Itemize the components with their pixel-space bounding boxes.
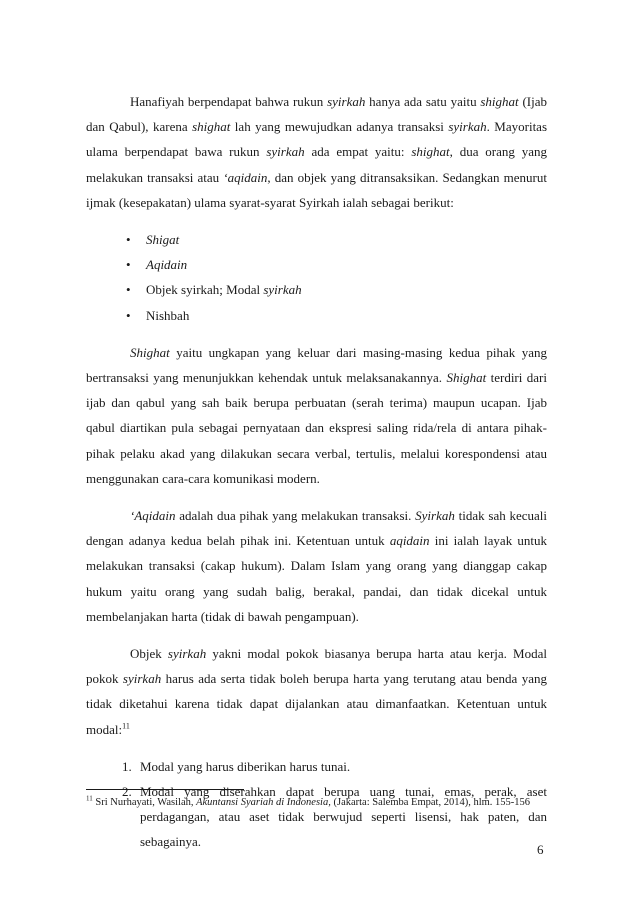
text-line: pihak pelaku akad yang dilakukan secara verbal, tertulis, melalui korespondensi atau bbox=[86, 445, 547, 461]
text-line: Modal yang diserahkan dapat berupa uang tunai, emas, perak, aset bbox=[140, 784, 547, 800]
text-line: ijmak (kesepakatan) ulama syarat-syarat Syirkah ialah sebagai berikut: bbox=[86, 194, 454, 210]
text-line: Shighat yaitu ungkapan yang keluar dari masing-masing kedua pihak yang bbox=[130, 344, 547, 360]
text-line: melakukan transaksi (cakap hukum). Dalam Islam yang orang yang dianggap cakap bbox=[86, 558, 547, 574]
text-line: tidak diketahui karena tidak dapat dijalankan atau dimanfaatkan. Ketentuan untuk bbox=[86, 696, 547, 712]
text-line: hukum yaitu orang yang sudah balig, berakal, pandai, dan tidak dicekal untuk bbox=[86, 583, 547, 599]
page-number: 6 bbox=[537, 842, 544, 857]
text-line: melakukan transaksi atau ‘aqidain, dan objek yang ditransaksikan. Sedangkan menurut bbox=[86, 169, 547, 185]
paragraph-shighat bbox=[86, 340, 547, 491]
text-line: ulama berpendapat bawa rukun syirkah ada empat yaitu: shighat, dua orang yang bbox=[86, 144, 548, 160]
footnote-number: 11 bbox=[86, 794, 93, 803]
bullet-item: • Shigat bbox=[86, 227, 547, 252]
paragraph-aqidain bbox=[86, 503, 547, 629]
footnote: $^{11}$ Sri Nurhayati, Wasilah, Akuntansi Syariah di Indonesia, (Jakarta: Salemba Empat, 2014), hlm. 155-156 bbox=[86, 794, 531, 808]
text-line: Modal yang harus diberikan harus tunai. bbox=[140, 758, 351, 774]
numbered-item bbox=[86, 754, 547, 779]
item-number: 2. bbox=[122, 784, 132, 800]
text-line: membelanjakan harta (tidak di bawah pengampuan). bbox=[86, 608, 359, 624]
numbered-item bbox=[86, 779, 547, 855]
footnote-reference: 11 bbox=[122, 721, 130, 731]
text-line: bertransaksi yang menunjukkan kehendak untuk melaksanakannya. Shighat terdiri dari bbox=[86, 369, 548, 385]
text-line: Objek syirkah yakni modal pokok biasanya berupa harta atau kerja. Modal bbox=[130, 646, 547, 661]
text-line: ijab dan qabul yang sah baik berupa perbuatan (serah terima) maupun ucapan. Ijab bbox=[86, 395, 547, 411]
bullet-item: • Nishbah bbox=[86, 303, 547, 328]
text-line: Hanafiyah berpendapat bahwa rukun syirkah hanya ada satu yaitu shighat (Ijab bbox=[130, 94, 547, 109]
item-number: 1. bbox=[122, 758, 132, 774]
footnote-separator bbox=[86, 789, 244, 790]
body-text bbox=[86, 89, 547, 855]
bullet-item: • Objek syirkah; Modal syirkah bbox=[86, 277, 547, 302]
bullet-item: • Aqidain bbox=[86, 252, 547, 277]
text-line: dengan adanya kedua belah pihak ini. Ketentuan untuk aqidain ini ialah layak untuk bbox=[86, 533, 547, 549]
text-line: sebagainya. bbox=[140, 834, 202, 850]
paragraph-rukun-syirkah bbox=[86, 89, 547, 215]
paragraph-objek-syirkah bbox=[86, 641, 547, 742]
text-line: dan Qabul), karena shighat lah yang mewujudkan adanya transaksi syirkah. Mayoritas bbox=[86, 119, 548, 135]
syarat-list bbox=[86, 227, 547, 328]
text-line: ‘Aqidain adalah dua pihak yang melakukan transaksi. Syirkah tidak sah kecuali bbox=[130, 507, 548, 523]
text-line: qabul diartikan pula sebagai pernyataan dan ekspresi saling rida/rela di antara pihak- bbox=[86, 420, 547, 436]
text-line: perdagangan, atau aset tidak berwujud seperti lisensi, hak paten, dan bbox=[140, 809, 547, 825]
text-line: menggunakan cara-cara komunikasi modern. bbox=[86, 470, 320, 486]
text-line: modal:$^{11}$ bbox=[86, 721, 130, 737]
text-line: pokok syirkah harus ada serta tidak boleh berupa harta yang terutang atau benda yang bbox=[86, 671, 547, 687]
